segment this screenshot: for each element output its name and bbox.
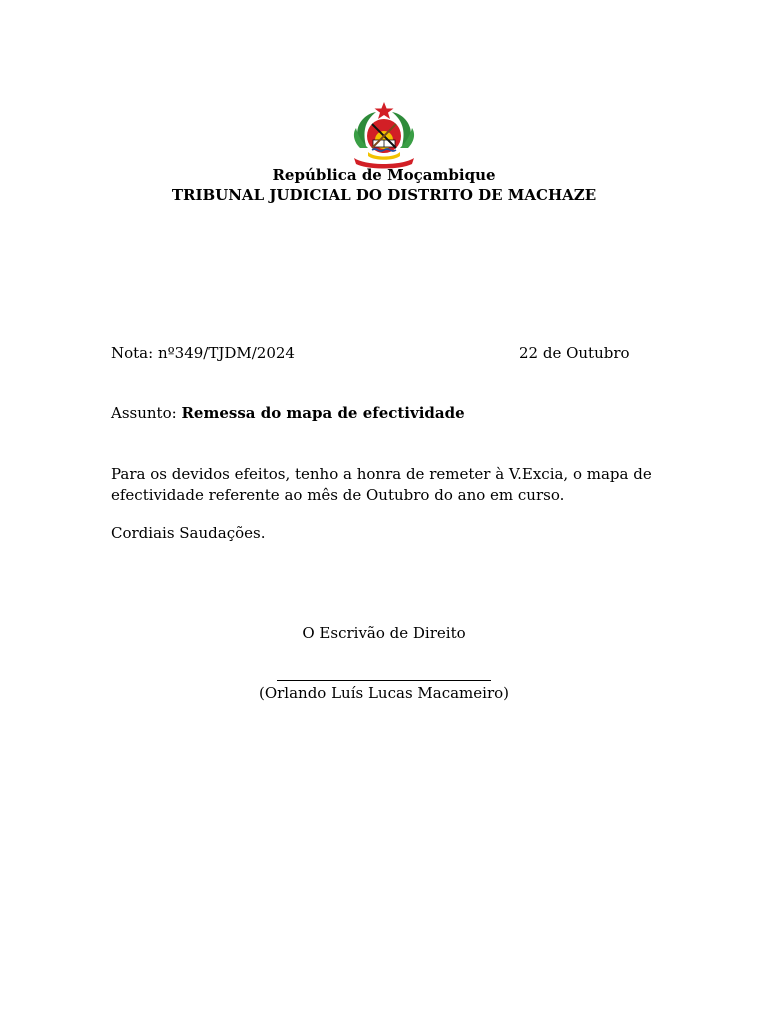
body-paragraph: Para os devidos efeitos, tenho a honra de remeter à V.Excia, o mapa de efectividade referente ao mês de Outubro do ano em curso.: [111, 465, 652, 504]
closing-greeting: Cordiais Saudações.: [111, 524, 266, 542]
subject-text: Remessa do mapa de efectividade: [181, 404, 465, 422]
signature-line: [0, 662, 768, 685]
subject-label: Assunto:: [111, 404, 177, 422]
subject-line: [111, 404, 465, 422]
court-name: TRIBUNAL JUDICIAL DO DISTRITO DE MACHAZE: [171, 186, 597, 204]
signatory-role: O Escrivão de Direito: [302, 624, 466, 642]
national-emblem-icon: [344, 100, 424, 172]
document-date: 22 de Outubro: [519, 344, 630, 362]
reference-number: Nota: nº349/TJDM/2024: [111, 344, 295, 362]
signatory-name: (Orlando Luís Lucas Macameiro): [258, 684, 510, 702]
country-name: República de Moçambique: [272, 166, 496, 184]
